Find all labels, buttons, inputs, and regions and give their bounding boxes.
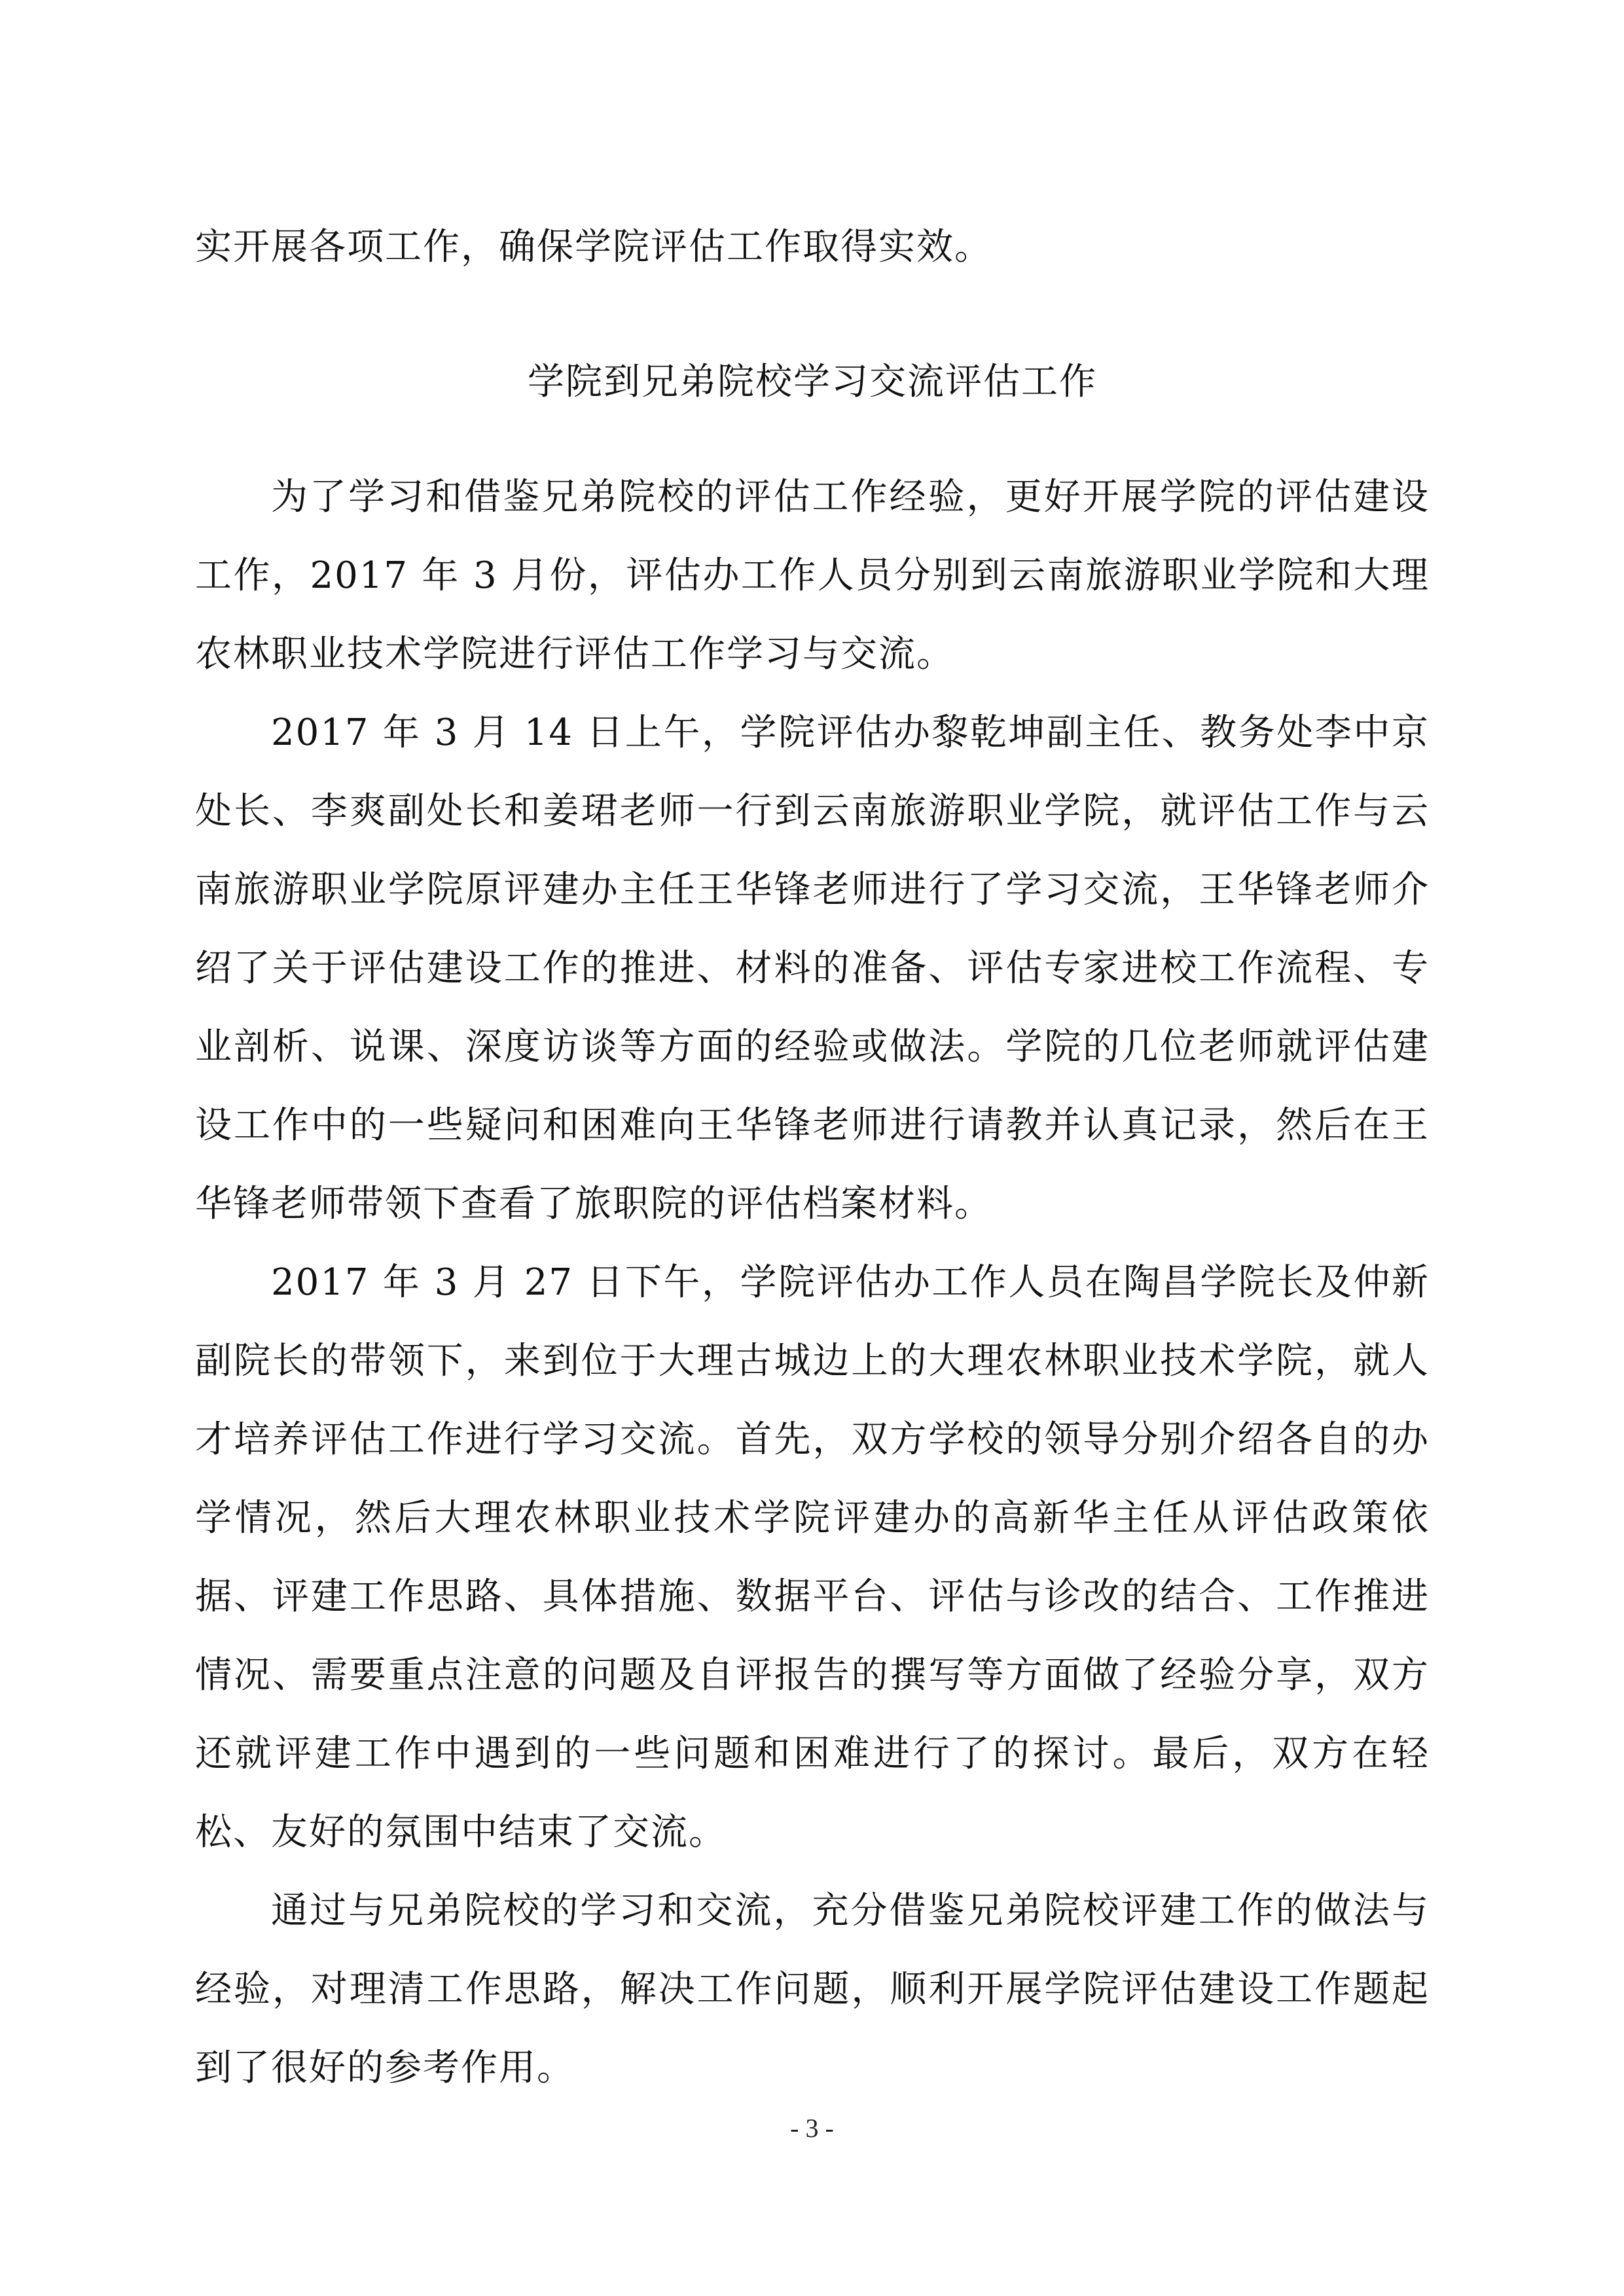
page-body: [195, 208, 1430, 2108]
paragraph-intro: 为了学习和借鉴兄弟院校的评估工作经验，更好开展学院的评估建设工作，2017 年 3 月份，评估办工作人员分别到云南旅游职业学院和大理农林职业技术学院进行评估工作学习与交流。: [195, 476, 1430, 675]
page-number: - 3 -: [790, 2113, 834, 2143]
continuation-paragraph: 实开展各项工作，确保学院评估工作取得实效。: [195, 226, 992, 268]
paragraph-visit-yunnan-tourism: 2017 年 3 月 14 日上午，学院评估办黎乾坤副主任、教务处李中京处长、李爽副处长和姜珺老师一行到云南旅游职业学院，就评估工作与云南旅游职业学院原评建办主任王华锋老师进行了学习交流，王华锋老师介绍了关于评估建设工作的推进、材料的准备、评估专家进校工作流程、专业剖析、说课、深度访谈等方面的经验或做法。学院的几位老师就评估建设工作中的一些疑问和困难向王华锋老师进行请教并认真记录，然后在王华锋老师带领下查看了旅职院的评估档案材料。: [195, 711, 1430, 1225]
paragraph-conclusion: 通过与兄弟院校的学习和交流，充分借鉴兄弟院校评建工作的做法与经验，对理清工作思路，解决工作问题，顺利开展学院评估建设工作题起到了很好的参考作用。: [195, 1890, 1430, 2089]
paragraph-visit-dali-agroforestry: 2017 年 3 月 27 日下午，学院评估办工作人员在陶昌学院长及仲新副院长的带领下，来到位于大理古城边上的大理农林职业技术学院，就人才培养评估工作进行学习交流。首先，双方学校的领导分别介绍各自的办学情况，然后大理农林职业技术学院评建办的高新华主任从评估政策依据、评建工作思路、具体措施、数据平台、评估与诊改的结合、工作推进情况、需要重点注意的问题及自评报告的撰写等方面做了经验分享，双方还就评建工作中遇到的一些问题和困难进行了的探讨。最后，双方在轻松、友好的氛围中结束了交流。: [195, 1261, 1430, 1854]
section-heading: 学院到兄弟院校学习交流评估工作: [528, 361, 1097, 403]
